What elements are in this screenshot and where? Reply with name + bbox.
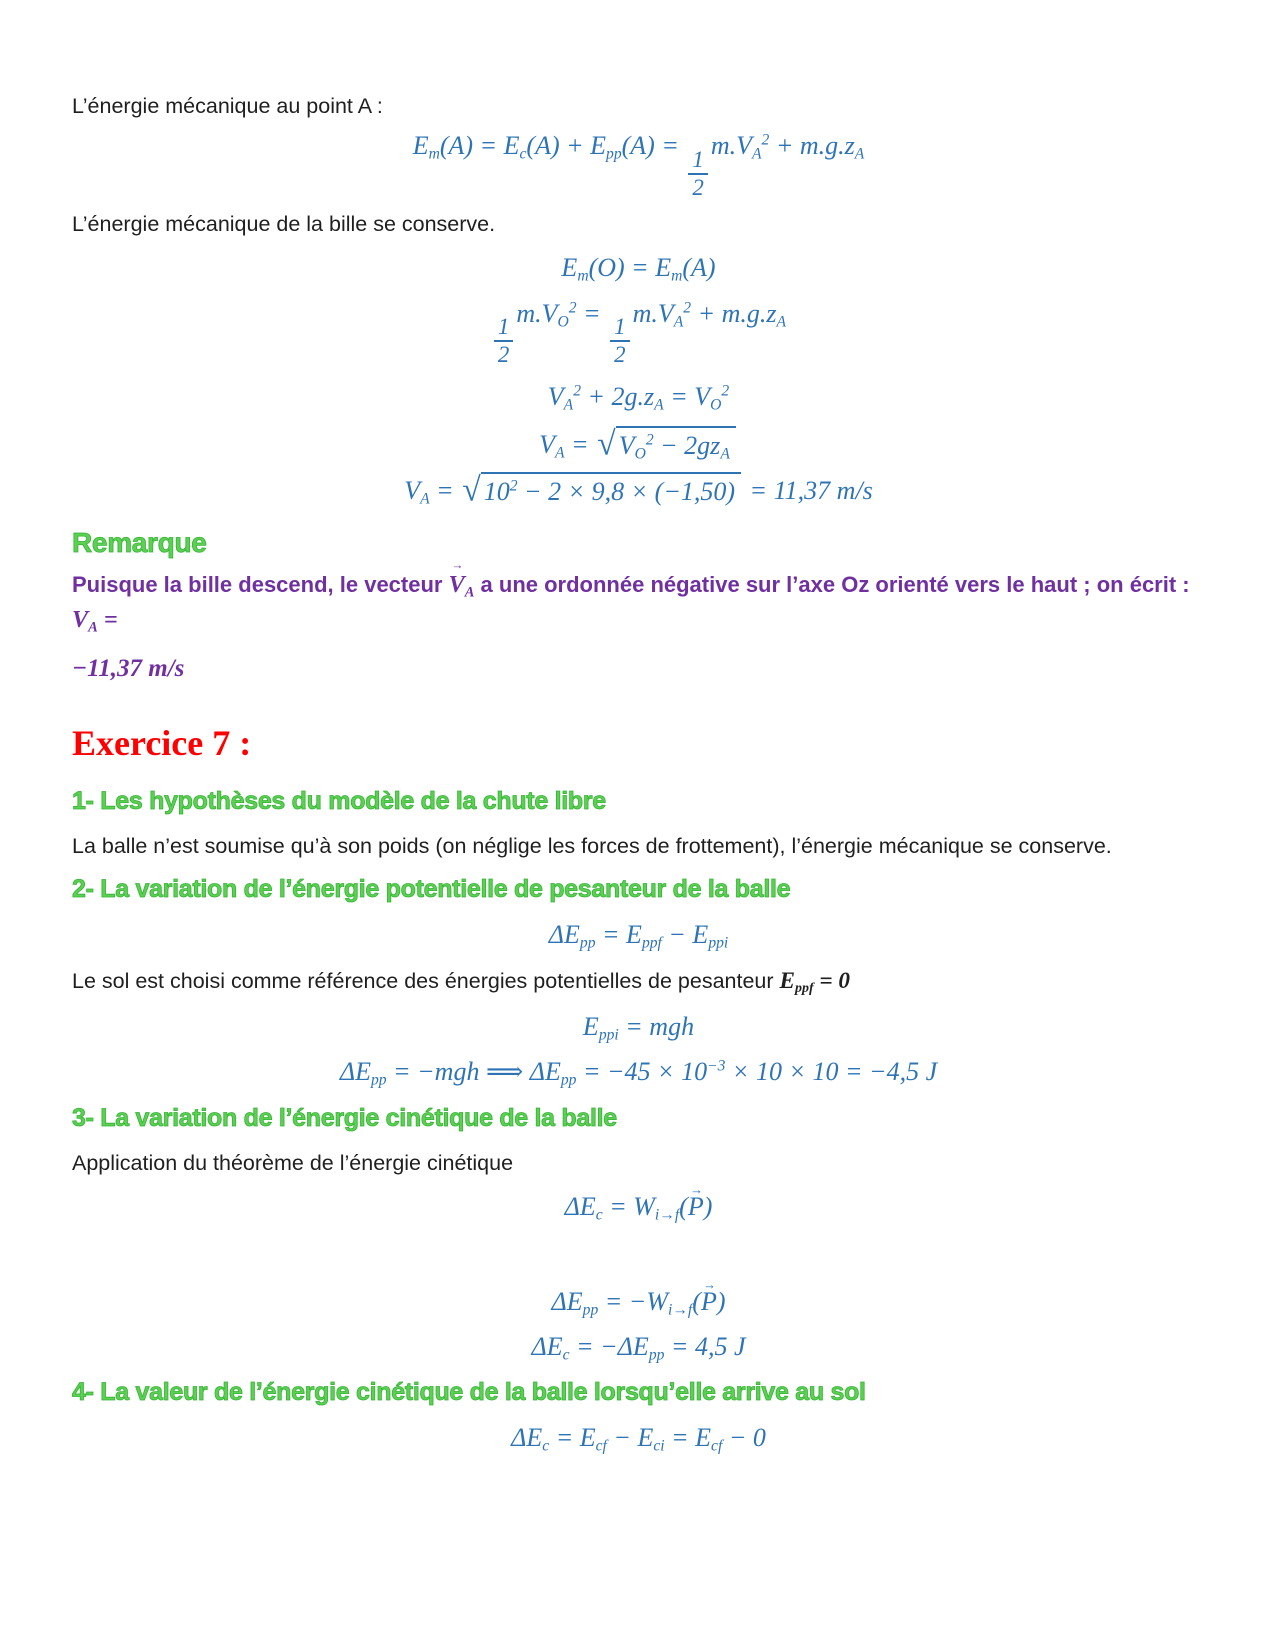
equation-delta-ec-resultat: $\Delta E_c = -\Delta E_{pp} = 4,5$ J: [531, 1332, 746, 1365]
question-3-heading: 3- La variation de l’énergie cinétique de la balle: [72, 1104, 617, 1133]
equation-em-a: $E_m(A) = E_c(A) + E_{pp}(A)$ = $\frac{1}{2}$ $m.V_A^2 + m.g.z_A$: [412, 131, 865, 200]
paragraph-theoreme: Application du théorème de l’énergie cinétique: [72, 1150, 514, 1175]
question-1-answer: La balle n’est soumise qu’à son poids (on néglige les forces de frottement), l’énergie mécanique se conserve.: [72, 833, 1112, 858]
remark-text: Puisque la bille descend, le vecteur $V \to_A$ a une ordonnée négative sur l’axe Oz orienté vers le haut ; on écrit : $V_A$ =: [72, 567, 1205, 637]
equation-va2-2gza: $V_A^2 + 2g.z_A = V_O^2$: [547, 382, 730, 414]
paragraph-energie-point-a: L’énergie mécanique au point A :: [72, 94, 383, 118]
remark-heading: Remarque: [72, 526, 207, 558]
question-4-heading: 4- La valeur de l’énergie cinétique de la balle lorsqu’elle arrive au sol: [72, 1377, 866, 1406]
equation-va-numerique: $V_A$ = √ $10^2 - 2 \times 9,8 \times (-1,50)$ = 11,37 m/s: [404, 471, 873, 509]
equation-em-o-em-a: $E_m(O) = E_m(A)$: [561, 253, 716, 286]
equation-delta-epp: $\Delta E_{pp} = E_{ppf} - E_{ppi}$: [548, 920, 729, 952]
question-2-heading: 2- La variation de l’énergie potentielle de pesanteur de la balle: [72, 874, 791, 903]
equation-delta-epp-travail: $\Delta E_{pp} = -W_{i\to f}(P$ →): [72, 1286, 1205, 1317]
paragraph-reference-sol: Le sol est choisi comme référence des énergies potentielles de pesanteur $E_{ppf} = 0$: [72, 968, 851, 997]
equation-demi-mv2: $\frac{1}{2}$ $m.V_O^2$ = $\frac{1}{2}$ $m.V_A^2 + m.g.z_A$: [72, 298, 1205, 368]
equation-va-racine: $V_A$ = √ $V_O^2 - 2gz_A$: [72, 426, 1205, 461]
exercise-7-title: Exercice 7 :: [72, 722, 252, 763]
paragraph-conservation: L’énergie mécanique de la bille se conserve.: [72, 211, 496, 236]
equation-delta-ec-travail: $\Delta E_c = W_{i\to f}(P$ →): [72, 1191, 1205, 1222]
equation-delta-ec-final: $\Delta E_c = E_{cf} - E_{ci} = E_{cf} - 0$: [511, 1422, 766, 1455]
remark-value: −11,37 m/s: [72, 654, 185, 682]
equation-delta-epp-resultat: $\Delta E_{pp} = -mgh$ ⟹ $\Delta E_{pp} = -45 \times 10^{-3} \times 10 \times 10 = -4,5$ J: [339, 1057, 938, 1089]
equation-eppi-mgh: $E_{ppi}$ = mgh: [582, 1012, 695, 1044]
question-1-heading: 1- Les hypothèses du modèle de la chute libre: [72, 787, 606, 816]
